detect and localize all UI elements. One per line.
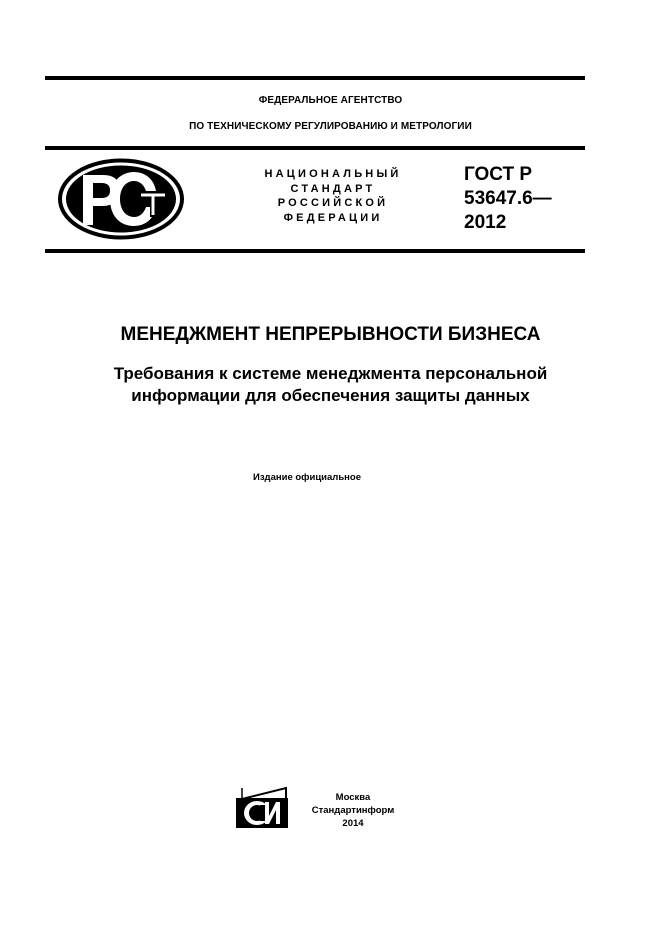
designation-line-3: 2012 [464,212,507,233]
standard-designation [464,163,552,235]
standartinform-logo-icon [236,786,288,830]
document-subtitle-line-2: информации для обеспечения защиты данных [131,386,530,405]
document-subtitle-line-1: Требования к системе менеджмента персональной [113,364,548,383]
document-title: МЕНЕДЖМЕНТ НЕПРЕРЫВНОСТИ БИЗНЕСА [120,324,541,345]
publisher-year: 2014 [342,818,364,829]
header-rule-bottom [45,249,585,253]
designation-line-2: 53647.6— [464,188,552,209]
top-rule [45,76,585,80]
standard-type-line-3: РОССИЙСКОЙ [277,197,389,209]
publisher-city: Москва [335,792,371,803]
designation-line-1: ГОСТ Р [464,164,533,185]
publisher-name: Стандартинформ [311,805,395,816]
publisher-info [296,791,410,830]
header-rule-top [45,146,585,150]
agency-line-1: ФЕДЕРАЛЬНОЕ АГЕНТСТВО [258,95,403,106]
standard-type-line-2: СТАНДАРТ [290,182,376,195]
edition-label: Издание официальное [253,472,361,483]
rst-emblem-icon [57,158,185,240]
standard-type-line-1: НАЦИОНАЛЬНЫЙ [264,168,402,180]
agency-line-2: ПО ТЕХНИЧЕСКОМУ РЕГУЛИРОВАНИЮ И МЕТРОЛОГИИ [189,121,472,132]
standard-type-line-4: ФЕДЕРАЦИИ [283,211,383,224]
